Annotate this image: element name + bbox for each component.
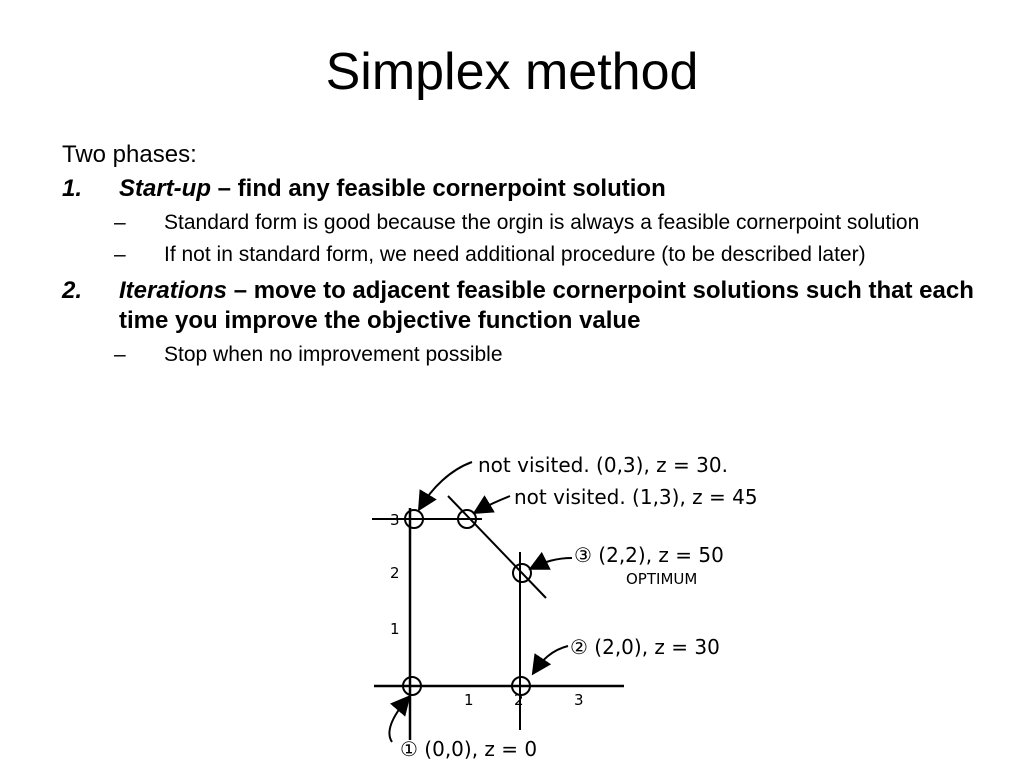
feasible-region-sketch xyxy=(360,440,840,768)
item-number: 2. xyxy=(62,277,83,304)
x-tick-1: 1 xyxy=(464,691,474,709)
y-tick-3: 3 xyxy=(390,511,400,529)
x-tick-2: 2 xyxy=(514,691,524,709)
y-tick-2: 2 xyxy=(390,564,400,582)
list-item-iterations xyxy=(62,276,982,336)
item-number: 1. xyxy=(62,175,83,202)
x-tick-3: 3 xyxy=(574,691,584,709)
arrow-p2 xyxy=(534,646,568,672)
annotation-not-visited-0-3: not visited. (0,3), z = 30. xyxy=(478,453,728,477)
dash-bullet: – xyxy=(114,243,126,266)
sub-list-iterations xyxy=(62,342,982,368)
y-tick-1: 1 xyxy=(390,620,400,638)
item-term: Iterations xyxy=(119,277,228,304)
sub-item xyxy=(62,242,982,268)
intro-text: Two phases: xyxy=(62,141,197,168)
sub-item xyxy=(62,342,982,368)
dash-bullet: – xyxy=(114,343,126,366)
item-text: – move to adjacent feasible cornerpoint solutions such that each time you improve the objective function value xyxy=(119,277,974,334)
arrow-nv1 xyxy=(420,462,472,508)
slide-title: Simplex method xyxy=(325,43,699,101)
annotation-point-3: ③ (2,2), z = 50 xyxy=(574,543,724,567)
annotation-point-2: ② (2,0), z = 30 xyxy=(570,635,720,659)
dash-bullet: – xyxy=(114,211,126,234)
item-text: – find any feasible cornerpoint solution xyxy=(211,175,666,202)
sub-item-text: If not in standard form, we need additional procedure (to be described later) xyxy=(164,243,866,266)
arrow-p3 xyxy=(532,558,572,568)
annotation-point-1: ① (0,0), z = 0 xyxy=(400,737,538,761)
list-item-startup xyxy=(62,174,982,204)
slide-body xyxy=(62,138,982,376)
item-term: Start-up xyxy=(119,175,211,202)
annotation-not-visited-1-3: not visited. (1,3), z = 45 xyxy=(514,485,758,509)
sub-item-text: Stop when no improvement possible xyxy=(164,343,503,366)
annotation-optimum: OPTIMUM xyxy=(626,570,698,588)
sub-item xyxy=(62,210,982,236)
arrow-nv2 xyxy=(476,496,510,512)
sub-list-startup xyxy=(62,210,982,268)
arrow-p1 xyxy=(389,698,408,742)
sketch-svg xyxy=(360,440,840,768)
sub-item-text: Standard form is good because the orgin is always a feasible cornerpoint solution xyxy=(164,211,920,234)
